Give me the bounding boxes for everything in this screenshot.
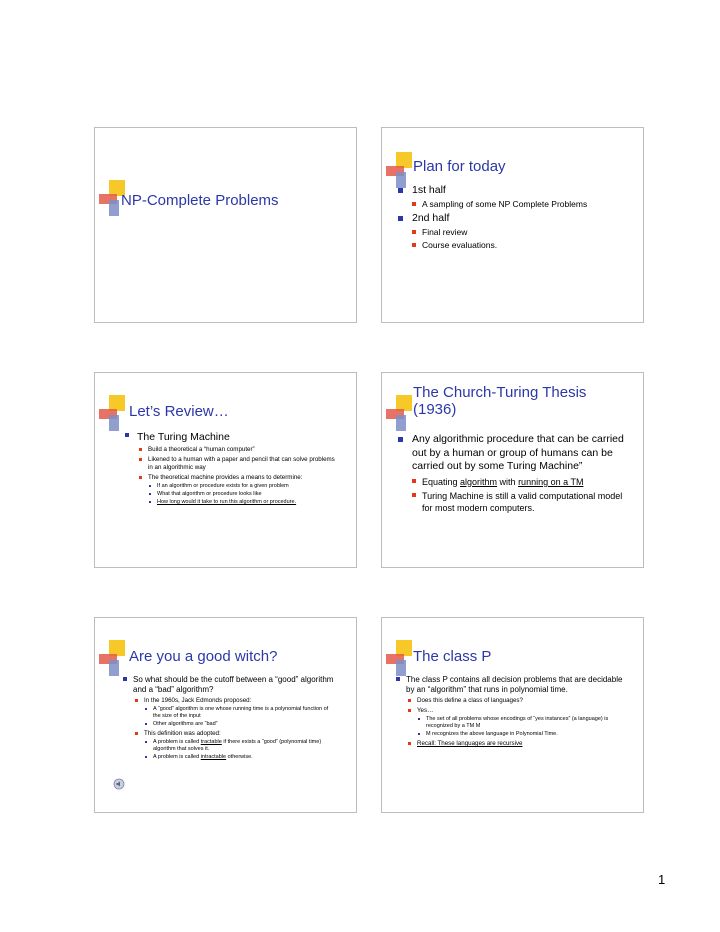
slide-title: Plan for today (413, 158, 506, 175)
sub-bullet: Turing Machine is still a valid computational model for most modern computers. (412, 490, 627, 514)
slide-body (398, 182, 635, 251)
bullet: Any algorithmic procedure that can be carried out by a human or group of humans can be carried out by some Turing Machine” (398, 433, 627, 474)
slide-body (123, 673, 334, 761)
slide-body (396, 673, 625, 748)
page-number: 1 (658, 872, 666, 887)
slide-body (398, 431, 627, 514)
sub-sub-bullet: The set of all problems whose encodings of “yes instances” (a language) is recognized by a TM M (418, 716, 625, 730)
sub-sub-bullet: How long would it take to run this algorithm or procedure. (149, 499, 336, 506)
slide-title (413, 384, 586, 418)
sub-sub-bullet: What that algorithm or procedure looks like (149, 491, 336, 498)
sub-sub-bullet: M recognizes the above language in Polynomial Time. (418, 731, 625, 738)
sub-sub-bullet: A “good” algorithm is one whose running time is a polynomial function of the size of the input (145, 706, 334, 720)
speaker-icon[interactable] (113, 778, 125, 790)
slide-3 (94, 372, 357, 568)
slide-decoration (95, 180, 155, 240)
sub-bullet: Final review (412, 227, 635, 238)
slide-2 (381, 127, 644, 323)
bullet: The class P contains all decision problems that are decidable by an “algorithm” that runs in polynomial time. (396, 675, 625, 695)
sub-bullet: In the 1960s, Jack Edmonds proposed: (135, 697, 334, 705)
sub-bullet: A sampling of some NP Complete Problems (412, 199, 635, 210)
title-line-2: (1936) (413, 401, 457, 418)
slide-1 (94, 127, 357, 323)
bullet: So what should be the cutoff between a “good” algorithm and a “bad” algorithm? (123, 675, 334, 695)
sub-sub-bullet: If an algorithm or procedure exists for a given problem (149, 483, 336, 490)
bullet: The Turing Machine (125, 431, 336, 444)
slide-5 (94, 617, 357, 813)
slide-title: Are you a good witch? (129, 648, 278, 665)
sub-sub-bullet: Other algorithms are “bad” (145, 721, 334, 728)
sub-bullet: Build a theoretical a “human computer” (139, 446, 336, 454)
sub-bullet: Does this define a class of languages? (408, 697, 625, 705)
sub-bullet: This definition was adopted: (135, 730, 334, 738)
sub-bullet: Yes… (408, 707, 625, 715)
title-line-1: The Church-Turing Thesis (413, 384, 587, 401)
sub-bullet: Equating algorithm with running on a TM (412, 476, 627, 488)
slide-4 (381, 372, 644, 568)
sub-bullet: The theoretical machine provides a means to determine: (139, 474, 336, 482)
sub-bullet: Course evaluations. (412, 240, 635, 251)
sub-sub-bullet: A problem is called intractable otherwise. (145, 754, 334, 761)
sub-bullet: Recall: These languages are recursive (408, 740, 625, 748)
bullet: 2nd half (398, 212, 635, 225)
sub-sub-bullet: A problem is called tractable if there exists a “good” (polynomial time) algorithm that solves it. (145, 739, 334, 753)
slide-title: Let’s Review… (129, 403, 229, 420)
slide-6 (381, 617, 644, 813)
slide-title: NP-Complete Problems (121, 192, 279, 209)
bullet: 1st half (398, 184, 635, 197)
slide-body (125, 429, 336, 506)
slide-title: The class P (413, 648, 492, 665)
sub-bullet: Likened to a human with a paper and pencil that can solve problems in an algorithmic way (139, 456, 336, 472)
